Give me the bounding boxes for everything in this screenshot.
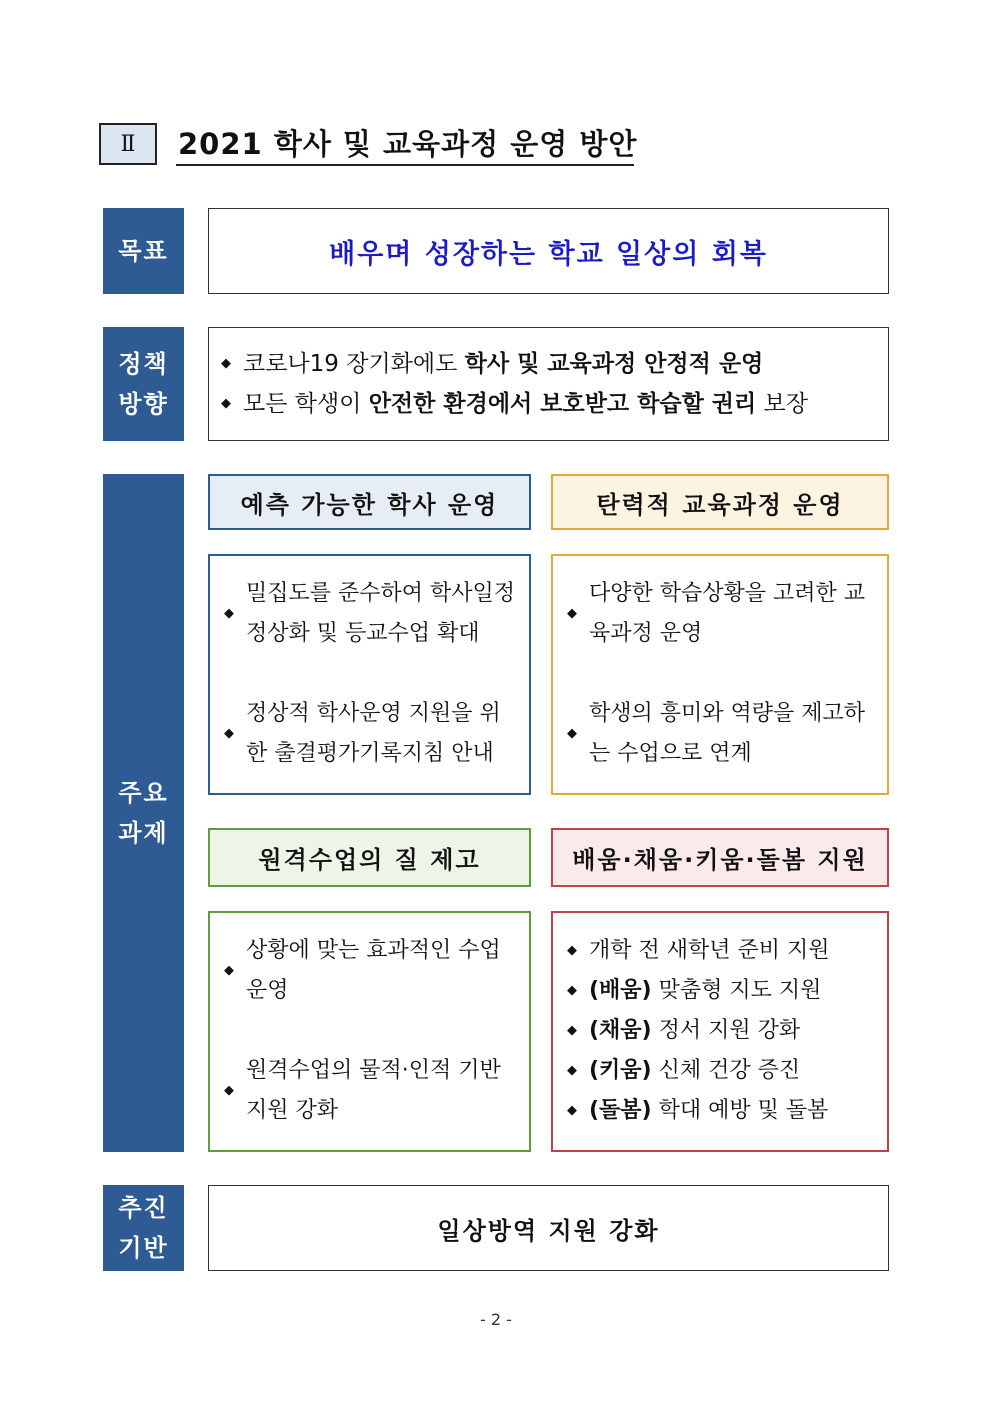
- bullet-icon: ◆: [567, 983, 577, 998]
- policy-item-text: 모든 학생이 안전한 환경에서 보호받고 학습할 권리 보장: [243, 391, 808, 417]
- section-number: Ⅱ: [99, 123, 157, 165]
- task-3-item: ◆ 원격수업의 물적·인적 기반 지원 강화: [224, 1051, 519, 1131]
- policy-item-text: 코로나19 장기화에도 학사 및 교육과정 안정적 운영: [243, 351, 764, 377]
- foundation-text: 일상방역 지원 강화: [437, 1216, 660, 1245]
- goal-text: 배우며 성장하는 학교 일상의 회복: [329, 238, 768, 270]
- task-4-item: ◆ 개학 전 새학년 준비 지원: [567, 931, 830, 971]
- task-2-item: ◆ 다양한 학습상황을 고려한 교육과정 운영: [567, 574, 877, 654]
- task-1-body: [208, 554, 531, 795]
- task-4-item: ◆ (배움) 맞춤형 지도 지원: [567, 971, 821, 1011]
- task-4-header: [551, 828, 889, 887]
- task-4-body: [551, 911, 889, 1152]
- goal-box: [208, 208, 889, 294]
- task-4-item: ◆ (돌봄) 학대 예방 및 돌봄: [567, 1091, 828, 1131]
- foundation-label: [103, 1185, 184, 1271]
- task-3-header: [208, 828, 531, 887]
- tasks-label-line-1: 주요: [118, 779, 169, 807]
- page-number: - 2 -: [480, 1310, 512, 1329]
- task-1-header: [208, 474, 531, 530]
- task-3-item: ◆ 상황에 맞는 효과적인 수업 운영: [224, 931, 519, 1011]
- section-title: 2021 학사 및 교육과정 운영 방안: [176, 120, 634, 166]
- task-4-title: 배움·채움·키움·돌봄 지원: [572, 846, 868, 874]
- bullet-icon: ◆: [567, 726, 577, 741]
- policy-item: [221, 384, 876, 424]
- bullet-icon: ◆: [567, 1103, 577, 1118]
- foundation-label-line-2: 기반: [118, 1234, 169, 1262]
- bullet-icon: ◆: [224, 1083, 234, 1098]
- task-2-title: 탄력적 교육과정 운영: [596, 490, 844, 519]
- bullet-icon: ◆: [221, 396, 231, 411]
- bullet-icon: ◆: [224, 606, 234, 621]
- task-1-title: 예측 가능한 학사 운영: [240, 490, 499, 519]
- policy-list: [209, 344, 888, 424]
- bullet-icon: ◆: [224, 726, 234, 741]
- tasks-label: [103, 474, 184, 1152]
- task-4-item: ◆ (채움) 정서 지원 강화: [567, 1011, 800, 1051]
- policy-item: [221, 344, 876, 384]
- policy-box: [208, 327, 889, 441]
- policy-label-line-2: 방향: [118, 390, 169, 418]
- task-4-item: ◆ (키움) 신체 건강 증진: [567, 1051, 800, 1091]
- task-1-item: ◆ 정상적 학사운영 지원을 위한 출결평가기록지침 안내: [224, 694, 519, 774]
- goal-label-text: 목표: [118, 237, 169, 265]
- bullet-icon: ◆: [567, 1063, 577, 1078]
- task-2-item: ◆ 학생의 흥미와 역량을 제고하는 수업으로 연계: [567, 694, 877, 774]
- bullet-icon: ◆: [224, 963, 234, 978]
- bullet-icon: ◆: [567, 1023, 577, 1038]
- policy-label: [103, 327, 184, 441]
- task-3-body: [208, 911, 531, 1152]
- bullet-icon: ◆: [567, 606, 577, 621]
- task-1-item: ◆ 밀집도를 준수하여 학사일정 정상화 및 등교수업 확대: [224, 574, 519, 654]
- task-3-title: 원격수업의 질 제고: [258, 846, 481, 874]
- bullet-icon: ◆: [221, 356, 231, 371]
- foundation-label-line-1: 추진: [118, 1194, 169, 1222]
- goal-label: [103, 208, 184, 294]
- task-2-header: [551, 474, 889, 530]
- foundation-box: [208, 1185, 889, 1271]
- task-2-body: [551, 554, 889, 795]
- policy-label-line-1: 정책: [118, 350, 169, 378]
- bullet-icon: ◆: [567, 943, 577, 958]
- tasks-label-line-2: 과제: [118, 819, 169, 847]
